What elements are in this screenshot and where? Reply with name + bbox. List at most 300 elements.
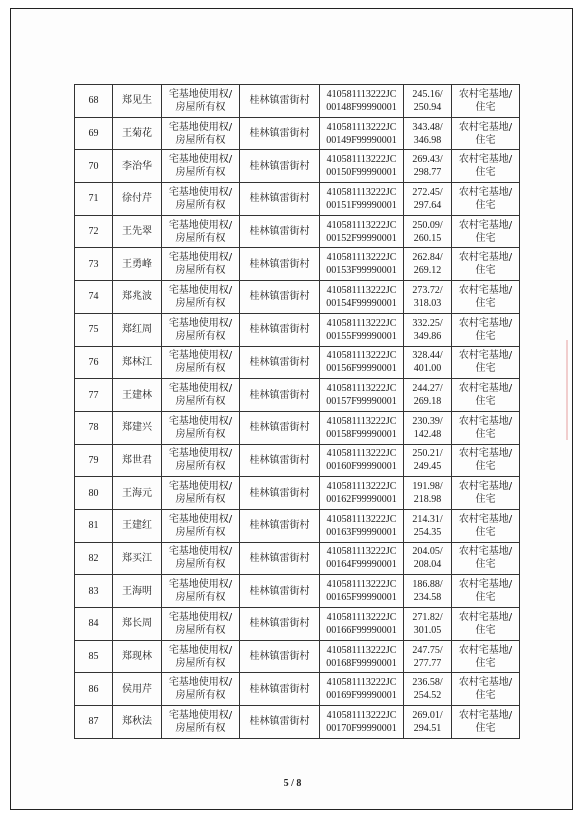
unit-code-line: 00168F99990001 [326,657,397,669]
unit-code-cell [320,608,404,641]
usage-cell [452,183,520,216]
row-number-cell: 78 [75,411,113,444]
unit-code-cell [320,248,404,281]
owner-name-cell: 郑建兴 [113,411,162,444]
table-row [75,85,520,118]
area-cell [404,150,452,183]
unit-code-cell [320,509,404,542]
row-number-cell: 75 [75,313,113,346]
table-row [75,509,520,542]
area-line: 343.48/ [412,121,443,133]
row-number-cell: 87 [75,706,113,739]
usage-cell [452,542,520,575]
right-type-cell [162,706,240,739]
right-type-line: 宅基地使用权/ [168,383,233,395]
usage-line: 住宅 [475,428,496,440]
usage-line: 住宅 [475,199,496,211]
table-row [75,313,520,346]
row-number-cell: 81 [75,509,113,542]
unit-code-cell [320,640,404,673]
location-cell: 桂林镇雷街村 [240,673,320,706]
area-cell [404,640,452,673]
owner-name-cell: 王海元 [113,477,162,510]
area-line: 277.77 [413,657,442,669]
area-cell [404,673,452,706]
usage-line: 农村宅基地/ [458,611,513,623]
right-type-line: 房屋所有权 [175,363,226,375]
area-line: 254.35 [413,526,442,538]
table-row [75,575,520,608]
unit-code-cell [320,444,404,477]
usage-line: 农村宅基地/ [458,709,513,721]
right-type-line: 房屋所有权 [175,134,226,146]
usage-cell [452,85,520,118]
unit-code-cell [320,477,404,510]
unit-code-line: 00148F99990001 [326,101,397,113]
unit-code-cell [320,281,404,314]
location-cell: 桂林镇雷街村 [240,608,320,641]
usage-line: 住宅 [475,101,496,113]
unit-code-line: 410581113222JC [326,448,397,460]
table-row [75,346,520,379]
usage-line: 农村宅基地/ [458,415,513,427]
usage-line: 住宅 [475,330,496,342]
owner-name-cell: 徐付芹 [113,183,162,216]
table-row [75,608,520,641]
area-line: 142.48 [413,428,442,440]
usage-line: 农村宅基地/ [458,317,513,329]
area-line: 269.43/ [412,154,443,166]
owner-name-cell: 王菊花 [113,117,162,150]
area-line: 208.04 [413,559,442,571]
right-type-cell [162,575,240,608]
right-type-cell [162,509,240,542]
usage-line: 住宅 [475,297,496,309]
area-cell [404,509,452,542]
area-cell [404,117,452,150]
area-cell [404,183,452,216]
right-type-line: 房屋所有权 [175,592,226,604]
right-type-cell [162,85,240,118]
area-line: 269.01/ [412,709,443,721]
area-cell [404,215,452,248]
owner-name-cell: 王建林 [113,379,162,412]
right-type-line: 房屋所有权 [175,330,226,342]
unit-code-line: 00157F99990001 [326,396,397,408]
unit-code-line: 00152F99990001 [326,232,397,244]
right-type-cell [162,150,240,183]
row-number-cell: 69 [75,117,113,150]
usage-line: 住宅 [475,232,496,244]
table-row [75,640,520,673]
right-type-line: 宅基地使用权/ [168,121,233,133]
usage-cell [452,281,520,314]
unit-code-line: 410581113222JC [326,513,397,525]
right-type-cell [162,477,240,510]
area-line: 401.00 [413,363,442,375]
table-row [75,150,520,183]
right-type-cell [162,248,240,281]
unit-code-line: 410581113222JC [326,644,397,656]
unit-code-cell [320,150,404,183]
unit-code-line: 410581113222JC [326,579,397,591]
table-row [75,411,520,444]
area-line: 271.82/ [412,611,443,623]
location-cell: 桂林镇雷街村 [240,477,320,510]
unit-code-line: 00170F99990001 [326,722,397,734]
usage-cell [452,608,520,641]
usage-line: 住宅 [475,167,496,179]
right-type-line: 房屋所有权 [175,722,226,734]
unit-code-cell [320,346,404,379]
unit-code-cell [320,379,404,412]
area-cell [404,706,452,739]
unit-code-cell [320,411,404,444]
usage-line: 农村宅基地/ [458,121,513,133]
unit-code-cell [320,575,404,608]
right-type-line: 宅基地使用权/ [168,350,233,362]
area-cell [404,575,452,608]
usage-cell [452,509,520,542]
usage-cell [452,150,520,183]
right-type-cell [162,640,240,673]
usage-cell [452,313,520,346]
right-type-line: 房屋所有权 [175,232,226,244]
table-row [75,444,520,477]
table-row [75,117,520,150]
unit-code-cell [320,706,404,739]
right-type-line: 宅基地使用权/ [168,154,233,166]
unit-code-cell [320,313,404,346]
right-type-line: 宅基地使用权/ [168,186,233,198]
area-line: 249.45 [413,461,442,473]
unit-code-cell [320,183,404,216]
owner-name-cell: 王先翠 [113,215,162,248]
usage-line: 农村宅基地/ [458,513,513,525]
right-type-cell [162,117,240,150]
usage-cell [452,575,520,608]
right-type-line: 宅基地使用权/ [168,644,233,656]
area-cell [404,608,452,641]
area-line: 318.03 [413,297,442,309]
right-type-cell [162,313,240,346]
usage-line: 农村宅基地/ [458,88,513,100]
location-cell: 桂林镇雷街村 [240,411,320,444]
area-line: 269.12 [413,265,442,277]
location-cell: 桂林镇雷街村 [240,575,320,608]
area-line: 349.86 [413,330,442,342]
unit-code-line: 410581113222JC [326,154,397,166]
owner-name-cell: 郑林江 [113,346,162,379]
area-line: 273.72/ [412,284,443,296]
unit-code-line: 00169F99990001 [326,690,397,702]
area-cell [404,411,452,444]
table-row [75,673,520,706]
unit-code-cell [320,85,404,118]
location-cell: 桂林镇雷街村 [240,509,320,542]
right-type-line: 房屋所有权 [175,559,226,571]
unit-code-line: 410581113222JC [326,709,397,721]
area-cell [404,542,452,575]
usage-line: 住宅 [475,657,496,669]
area-line: 245.16/ [412,88,443,100]
registry-table [74,84,520,739]
owner-name-cell: 郑世君 [113,444,162,477]
row-number-cell: 80 [75,477,113,510]
area-line: 254.52 [413,690,442,702]
row-number-cell: 83 [75,575,113,608]
usage-cell [452,411,520,444]
right-type-line: 宅基地使用权/ [168,481,233,493]
area-line: 234.58 [413,592,442,604]
row-number-cell: 76 [75,346,113,379]
area-line: 191.98/ [412,481,443,493]
unit-code-line: 410581113222JC [326,611,397,623]
row-number-cell: 86 [75,673,113,706]
usage-line: 住宅 [475,624,496,636]
area-line: 301.05 [413,624,442,636]
unit-code-line: 410581113222JC [326,186,397,198]
row-number-cell: 82 [75,542,113,575]
usage-line: 住宅 [475,592,496,604]
owner-name-cell: 李治华 [113,150,162,183]
unit-code-cell [320,673,404,706]
usage-cell [452,673,520,706]
location-cell: 桂林镇雷街村 [240,150,320,183]
unit-code-line: 00149F99990001 [326,134,397,146]
right-type-cell [162,542,240,575]
right-type-cell [162,444,240,477]
right-type-line: 宅基地使用权/ [168,284,233,296]
area-cell [404,281,452,314]
location-cell: 桂林镇雷街村 [240,542,320,575]
usage-cell [452,477,520,510]
row-number-cell: 74 [75,281,113,314]
right-type-line: 房屋所有权 [175,167,226,179]
area-line: 250.94 [413,101,442,113]
area-line: 297.64 [413,199,442,211]
usage-line: 农村宅基地/ [458,644,513,656]
unit-code-line: 410581113222JC [326,546,397,558]
area-line: 346.98 [413,134,442,146]
area-line: 250.21/ [412,448,443,460]
unit-code-line: 00164F99990001 [326,559,397,571]
usage-cell [452,117,520,150]
location-cell: 桂林镇雷街村 [240,706,320,739]
area-line: 230.39/ [412,415,443,427]
unit-code-line: 410581113222JC [326,252,397,264]
unit-code-line: 00160F99990001 [326,461,397,473]
owner-name-cell: 郑红周 [113,313,162,346]
usage-line: 住宅 [475,526,496,538]
area-line: 272.45/ [412,186,443,198]
row-number-cell: 73 [75,248,113,281]
owner-name-cell: 郑兆波 [113,281,162,314]
unit-code-line: 410581113222JC [326,219,397,231]
table-row [75,542,520,575]
right-type-line: 房屋所有权 [175,199,226,211]
location-cell: 桂林镇雷街村 [240,313,320,346]
area-line: 298.77 [413,167,442,179]
area-line: 244.27/ [412,383,443,395]
usage-cell [452,640,520,673]
table-row [75,706,520,739]
unit-code-cell [320,117,404,150]
area-cell [404,346,452,379]
area-cell [404,477,452,510]
usage-cell [452,444,520,477]
unit-code-line: 410581113222JC [326,317,397,329]
right-type-line: 房屋所有权 [175,101,226,113]
unit-code-line: 00156F99990001 [326,363,397,375]
location-cell: 桂林镇雷街村 [240,379,320,412]
right-type-cell [162,215,240,248]
usage-line: 住宅 [475,722,496,734]
area-cell [404,313,452,346]
unit-code-line: 410581113222JC [326,415,397,427]
usage-cell [452,379,520,412]
usage-line: 农村宅基地/ [458,219,513,231]
unit-code-line: 00153F99990001 [326,265,397,277]
unit-code-line: 00155F99990001 [326,330,397,342]
table-row [75,477,520,510]
usage-line: 农村宅基地/ [458,677,513,689]
usage-line: 农村宅基地/ [458,154,513,166]
location-cell: 桂林镇雷街村 [240,85,320,118]
owner-name-cell: 侯用芹 [113,673,162,706]
right-type-line: 宅基地使用权/ [168,448,233,460]
right-type-line: 房屋所有权 [175,428,226,440]
usage-line: 农村宅基地/ [458,284,513,296]
right-type-cell [162,379,240,412]
row-number-cell: 70 [75,150,113,183]
usage-line: 农村宅基地/ [458,546,513,558]
usage-cell [452,215,520,248]
unit-code-line: 00163F99990001 [326,526,397,538]
table-row [75,248,520,281]
area-cell [404,85,452,118]
right-type-cell [162,346,240,379]
table-row [75,183,520,216]
area-cell [404,379,452,412]
usage-line: 住宅 [475,559,496,571]
owner-name-cell: 郑买江 [113,542,162,575]
right-type-line: 房屋所有权 [175,494,226,506]
right-type-line: 宅基地使用权/ [168,546,233,558]
row-number-cell: 85 [75,640,113,673]
unit-code-line: 410581113222JC [326,383,397,395]
area-cell [404,248,452,281]
usage-line: 住宅 [475,494,496,506]
right-type-cell [162,608,240,641]
unit-code-line: 410581113222JC [326,284,397,296]
unit-code-line: 410581113222JC [326,121,397,133]
right-type-line: 宅基地使用权/ [168,317,233,329]
right-type-line: 房屋所有权 [175,657,226,669]
owner-name-cell: 王建红 [113,509,162,542]
unit-code-line: 410581113222JC [326,88,397,100]
right-type-cell [162,281,240,314]
location-cell: 桂林镇雷街村 [240,248,320,281]
row-number-cell: 71 [75,183,113,216]
owner-name-cell: 郑见生 [113,85,162,118]
usage-cell [452,248,520,281]
owner-name-cell: 郑现林 [113,640,162,673]
row-number-cell: 68 [75,85,113,118]
owner-name-cell: 郑秋法 [113,706,162,739]
right-type-line: 宅基地使用权/ [168,709,233,721]
location-cell: 桂林镇雷街村 [240,444,320,477]
row-number-cell: 77 [75,379,113,412]
registry-table-body [75,85,520,739]
right-type-line: 宅基地使用权/ [168,415,233,427]
usage-line: 住宅 [475,363,496,375]
usage-line: 住宅 [475,396,496,408]
table-row [75,215,520,248]
usage-line: 住宅 [475,134,496,146]
unit-code-line: 00165F99990001 [326,592,397,604]
right-type-line: 房屋所有权 [175,624,226,636]
area-cell [404,444,452,477]
right-type-line: 房屋所有权 [175,265,226,277]
area-line: 218.98 [413,494,442,506]
unit-code-line: 410581113222JC [326,677,397,689]
usage-line: 住宅 [475,690,496,702]
location-cell: 桂林镇雷街村 [240,183,320,216]
usage-line: 农村宅基地/ [458,481,513,493]
area-line: 247.75/ [412,644,443,656]
right-type-cell [162,411,240,444]
area-line: 260.15 [413,232,442,244]
owner-name-cell: 王海明 [113,575,162,608]
location-cell: 桂林镇雷街村 [240,640,320,673]
seal-edge-mark [566,340,574,440]
unit-code-line: 00162F99990001 [326,494,397,506]
table-row [75,281,520,314]
usage-line: 农村宅基地/ [458,350,513,362]
usage-line: 住宅 [475,265,496,277]
area-line: 269.18 [413,396,442,408]
unit-code-line: 00150F99990001 [326,167,397,179]
unit-code-cell [320,542,404,575]
owner-name-cell: 王勇峰 [113,248,162,281]
right-type-line: 宅基地使用权/ [168,219,233,231]
usage-line: 农村宅基地/ [458,186,513,198]
right-type-line: 宅基地使用权/ [168,677,233,689]
owner-name-cell: 郑长周 [113,608,162,641]
unit-code-line: 00151F99990001 [326,199,397,211]
row-number-cell: 79 [75,444,113,477]
area-line: 328.44/ [412,350,443,362]
area-line: 214.31/ [412,513,443,525]
area-line: 332.25/ [412,317,443,329]
right-type-line: 房屋所有权 [175,297,226,309]
unit-code-line: 410581113222JC [326,481,397,493]
table-row [75,379,520,412]
location-cell: 桂林镇雷街村 [240,281,320,314]
unit-code-line: 00154F99990001 [326,297,397,309]
area-line: 294.51 [413,722,442,734]
usage-line: 住宅 [475,461,496,473]
right-type-line: 宅基地使用权/ [168,252,233,264]
usage-line: 农村宅基地/ [458,448,513,460]
unit-code-cell [320,215,404,248]
right-type-line: 房屋所有权 [175,526,226,538]
area-line: 250.09/ [412,219,443,231]
right-type-line: 宅基地使用权/ [168,579,233,591]
usage-cell [452,706,520,739]
row-number-cell: 72 [75,215,113,248]
